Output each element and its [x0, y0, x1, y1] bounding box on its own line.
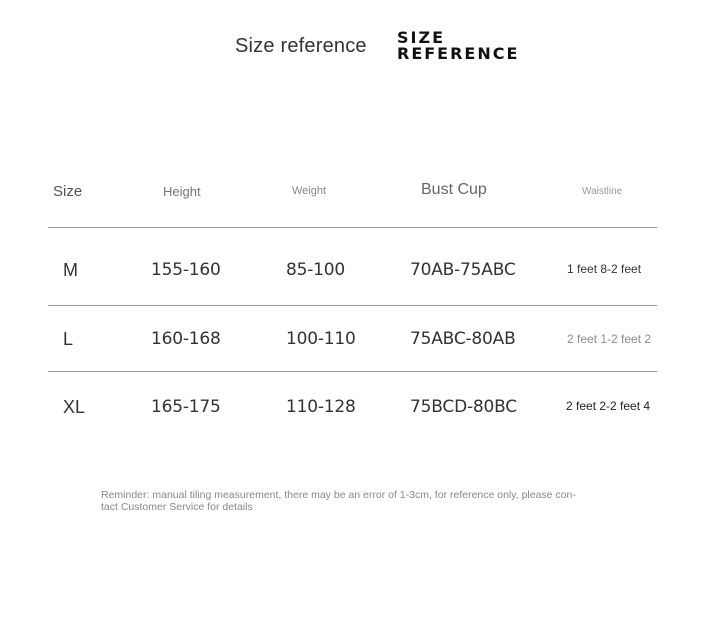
row-m-bust-cup: 70AB-75ABC: [410, 260, 516, 280]
page-title: Size reference: [235, 35, 367, 57]
column-header-weight: Weight: [292, 185, 327, 197]
column-header-height: Height: [163, 184, 201, 199]
row-xl-waistline: 2 feet 2-2 feet 4: [566, 399, 651, 413]
row-xl-weight: 110-128: [286, 397, 356, 417]
brand-line-1: SIZE: [397, 28, 446, 47]
row-l-bust-cup: 75ABC-80AB: [410, 329, 516, 349]
table-divider: [48, 305, 657, 306]
table-divider: [48, 227, 657, 228]
reminder-line-1: Reminder: manual tiling measurement, there may be an error of 1-3cm, for reference only, please con-: [101, 489, 576, 501]
row-xl-size: XL: [63, 397, 86, 417]
column-header-size: Size: [53, 183, 83, 200]
row-m-weight: 85-100: [286, 260, 346, 280]
row-m-height: 155-160: [151, 260, 221, 280]
row-xl-height: 165-175: [151, 397, 221, 417]
row-m-size: M: [63, 260, 78, 280]
brand-line-2: REFERENCE: [397, 44, 520, 63]
row-m-waistline: 1 feet 8-2 feet: [567, 262, 642, 276]
row-l-height: 160-168: [151, 329, 221, 349]
column-header-bust-cup: Bust Cup: [421, 181, 487, 198]
row-l-size: L: [63, 329, 74, 349]
row-l-weight: 100-110: [286, 329, 356, 349]
reminder-line-2: tact Customer Service for details: [101, 501, 253, 513]
table-divider: [48, 371, 657, 372]
measurement-reminder: [101, 489, 611, 513]
row-xl-bust-cup: 75BCD-80BC: [410, 397, 517, 417]
brand-wordmark: [397, 30, 519, 62]
column-header-waistline: Waistline: [582, 186, 623, 197]
row-l-waistline: 2 feet 1-2 feet 2: [567, 332, 652, 346]
